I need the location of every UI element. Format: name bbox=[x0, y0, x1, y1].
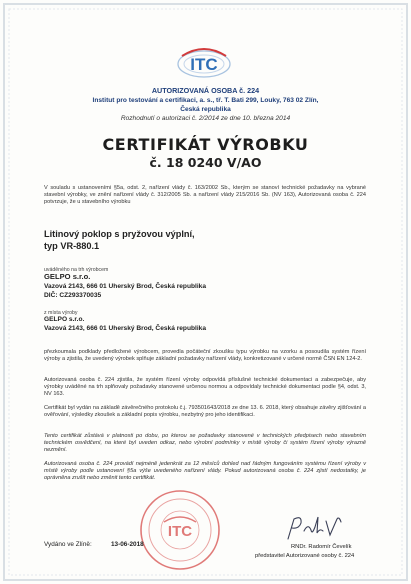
body-paragraph-1: přezkoumala podklady předložené výrobcem, provedla počáteční zkoušku typu výrobku na vzorku a posoudila systém řízení výroby a zjistila, že uvedený výrobek splňuje základní požadavky nařízení vlády, konkretizované v určené normě ČSN EN 124-2. bbox=[44, 349, 366, 363]
authority-heading: AUTORIZOVANÁ OSOBA č. 224 bbox=[151, 86, 260, 95]
official-seal-icon bbox=[138, 488, 222, 572]
logo-text: ITC bbox=[190, 55, 218, 74]
institute-line: Institut pro testování a certifikaci, a. s., tř. T. Bati 299, Louky, 763 02 Zlín, bbox=[92, 97, 319, 104]
manufacturer-name: GELPO s.r.o. bbox=[44, 272, 91, 281]
certificate-title: CERTIFIKÁT VÝROBKU bbox=[102, 135, 309, 154]
manufacturer-caption: uváděného na trh výrobcem bbox=[44, 267, 109, 273]
body-paragraph-5: Autorizovaná osoba č. 224 provádí nejméně jedenkrát za 12 měsíců dohled nad řádným fungováním systému řízení výroby v místě výroby podle ustanovení §5a výše uvedeného nařízení vlády. Pokud autorizovaná osoba č. 224 zjistí nedostatky, je oprávněna zrušit nebo změnit tento certifikát. bbox=[44, 461, 366, 482]
body-paragraph-2: Autorizovaná osoba č. 224 zjistila, že systém řízení výroby odpovídá příslušné technické dokumentaci a zabezpečuje, aby výrobky uváděné na trh splňovaly požadavky stanovené určenou normou a odpovídaly technické dokumentaci podle §4, odst. 3, NV 163. bbox=[44, 377, 366, 398]
issued-date: 13-06-2018 bbox=[111, 541, 144, 548]
body-paragraph-3: Certifikát byl vydán na základě závěrečného protokolu č.j. 793501643/2018 ze dne 13. 6. 2018, který obsahuje závěry zjišťování a ověřování, výsledky zkoušek a základní popis výrobku, nezbytný pro jeho identifikaci. bbox=[44, 405, 366, 419]
intro-paragraph: V souladu s ustanoveními §5a, odst. 2, nařízení vlády č. 163/2002 Sb., kterým se stanoví technické požadavky na vybrané stavební výrobky, ve znění nařízení vlády č. 312/2005 Sb. a nařízení vlády 215/2016 Sb. (NV 163), Autorizovaná osoba č. 224 potvrzuje, že u stavebního výrobku bbox=[44, 185, 366, 206]
body-paragraph-4: Tento certifikát zůstává v platnosti po dobu, po kterou se požadavky stanovené v technických předpisech nebo stavebním technickém osvědčení, na které byl uveden odkaz, nebo výrobní podmínky v místě výroby či systém řízení výroby výrazně nezmění. bbox=[44, 433, 366, 454]
signatory-name: RNDr. Radomír Čevelík bbox=[291, 544, 352, 550]
issued-label: Vydáno ve Zlíně: bbox=[44, 541, 92, 548]
handwritten-signature bbox=[284, 513, 344, 543]
country-line: Česká republika bbox=[180, 106, 231, 113]
itc-logo-icon bbox=[176, 46, 232, 78]
site-address: Vazová 2143, 666 01 Uherský Brod, Česká republika bbox=[44, 325, 207, 332]
seal-text: ITC bbox=[167, 523, 193, 540]
manufacturer-address: Vazová 2143, 666 01 Uherský Brod, Česká republika bbox=[44, 283, 207, 290]
site-name: GELPO s.r.o. bbox=[44, 316, 85, 323]
site-caption: z místa výroby bbox=[44, 310, 78, 316]
certificate-number: č. 18 0240 V/AO bbox=[149, 155, 262, 170]
product-type: typ VR-880.1 bbox=[44, 241, 100, 251]
product-name: Litinový poklop s pryžovou výplní, bbox=[44, 229, 195, 239]
decision-line: Rozhodnutí o autorizaci č. 2/2014 ze dne 10. března 2014 bbox=[120, 115, 291, 122]
manufacturer-dic: DIČ: CZ293370035 bbox=[44, 292, 102, 299]
signatory-role: představitel Autorizované osoby č. 224 bbox=[255, 553, 355, 559]
